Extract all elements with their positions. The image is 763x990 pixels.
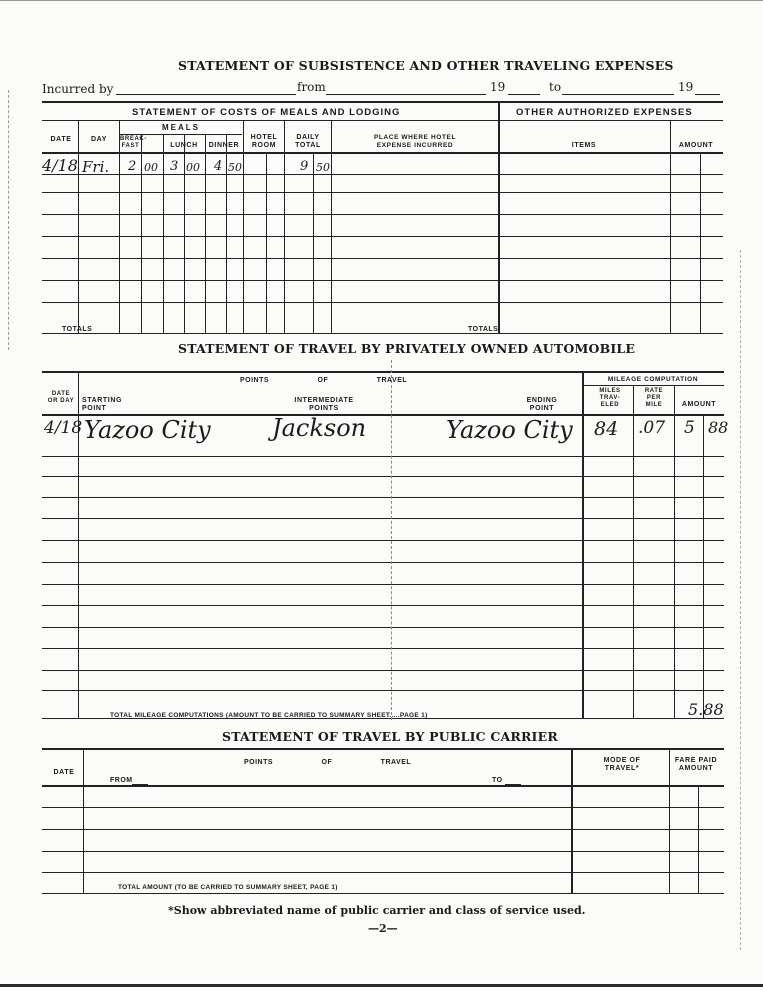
auto-points-of-travel: POINTS OF TRAVEL xyxy=(240,377,408,384)
public-total-label: TOTAL AMOUNT (TO BE CARRIED TO SUMMARY SHEET, PAGE 1) xyxy=(118,884,338,891)
meals-entry-daily-cents: 50 xyxy=(316,161,330,174)
meals-entry-day: Fri. xyxy=(82,158,110,176)
meals-col-breakfast: BREAK-FAST xyxy=(120,136,147,149)
auto-col-intermediate: INTERMEDIATE POINTS xyxy=(294,397,354,412)
auto-entry-date: 4/18 xyxy=(44,418,83,438)
auto-entry-intermediate: Jackson xyxy=(272,414,367,442)
meals-col-day: DAY xyxy=(91,136,107,143)
meals-col-lunch: LUNCH xyxy=(170,142,198,149)
scan-bottom-edge xyxy=(0,984,763,987)
meals-totals-label-right: TOTALS xyxy=(468,326,499,333)
auto-mileage-group: MILEAGE COMPUTATION xyxy=(607,376,699,383)
to-label: to xyxy=(549,80,562,94)
meals-col-hotel: HOTEL ROOM xyxy=(250,134,278,149)
footer-note: *Show abbreviated name of public carrier and class of service used. xyxy=(168,904,586,917)
meals-entry-date: 4/18 xyxy=(42,156,78,175)
year-prefix-1: 19 xyxy=(490,80,506,94)
meals-entry-dinner-dollars: 4 xyxy=(214,159,223,174)
to-field[interactable] xyxy=(562,84,674,95)
other-col-items: ITEMS xyxy=(571,142,597,149)
meals-section-title: STATEMENT OF COSTS OF MEALS AND LODGING xyxy=(132,107,401,118)
meals-col-dinner: DINNER xyxy=(208,142,240,149)
public-to-label: TO xyxy=(492,777,503,784)
auto-col-amount: AMOUNT xyxy=(681,401,717,408)
form-title: STATEMENT OF SUBSISTENCE AND OTHER TRAVELING EXPENSES xyxy=(178,58,674,73)
auto-entry-miles: 84 xyxy=(594,418,619,440)
meals-totals-label: TOTALS xyxy=(62,326,93,333)
other-expenses-title: OTHER AUTHORIZED EXPENSES xyxy=(516,107,693,118)
public-from-label: FROM xyxy=(110,777,133,784)
meals-col-place: PLACE WHERE HOTEL EXPENSE INCURRED xyxy=(373,134,457,149)
meals-entry-breakfast-cents: 00 xyxy=(144,161,158,174)
auto-entry-amount-cents: 88 xyxy=(708,418,729,437)
auto-col-ending: ENDING POINT xyxy=(526,397,558,412)
meals-entry-dinner-cents: 50 xyxy=(228,161,242,174)
from-label: from xyxy=(297,80,326,94)
public-col-mode: MODE OF TRAVEL* xyxy=(603,757,641,772)
public-points-of-travel: POINTS OF TRAVEL xyxy=(244,759,412,766)
auto-col-miles: MILES TRAV-ELED xyxy=(599,388,621,408)
auto-entry-amount-dollars: 5 xyxy=(684,418,695,438)
auto-total-amount: 5.88 xyxy=(688,700,724,719)
auto-entry-rate: .07 xyxy=(638,418,666,438)
auto-section-title: STATEMENT OF TRAVEL BY PRIVATELY OWNED AUTOMOBILE xyxy=(178,341,636,356)
public-col-date: DATE xyxy=(53,769,75,776)
binding-margin-right xyxy=(740,250,741,950)
other-col-amount: AMOUNT xyxy=(678,142,714,149)
meals-col-date: DATE xyxy=(50,136,72,143)
meals-entry-lunch-dollars: 3 xyxy=(170,159,179,174)
meals-entry-daily-dollars: 9 xyxy=(300,159,309,174)
from-year-field[interactable] xyxy=(508,84,540,95)
meals-col-daily: DAILY TOTAL xyxy=(295,134,321,149)
auto-col-date: DATE OR DAY xyxy=(47,391,75,404)
meals-entry-lunch-cents: 00 xyxy=(186,161,200,174)
to-year-field[interactable] xyxy=(695,84,720,95)
public-section-title: STATEMENT OF TRAVEL BY PUBLIC CARRIER xyxy=(222,729,558,744)
binding-margin-left xyxy=(8,90,9,350)
auto-col-starting: STARTING POINT xyxy=(82,397,123,412)
meals-entry-breakfast-dollars: 2 xyxy=(128,159,137,174)
public-col-fare: FARE PAID AMOUNT xyxy=(674,757,718,772)
scan-top-edge xyxy=(0,0,763,1)
auto-entry-end: Yazoo City xyxy=(446,416,573,444)
auto-total-label: TOTAL MILEAGE COMPUTATIONS (AMOUNT TO BE CARRIED TO SUMMARY SHEET.....PAGE 1) xyxy=(110,712,428,719)
from-field[interactable] xyxy=(326,84,486,95)
incurred-by-label: Incurred by xyxy=(42,82,114,96)
incurred-by-field[interactable] xyxy=(116,84,296,95)
meals-group-header: MEALS xyxy=(162,123,200,132)
page-number: —2— xyxy=(368,922,398,935)
auto-col-rate: RATE PER MILE xyxy=(644,388,664,408)
auto-entry-start: Yazoo City xyxy=(84,416,211,444)
year-prefix-2: 19 xyxy=(678,80,694,94)
